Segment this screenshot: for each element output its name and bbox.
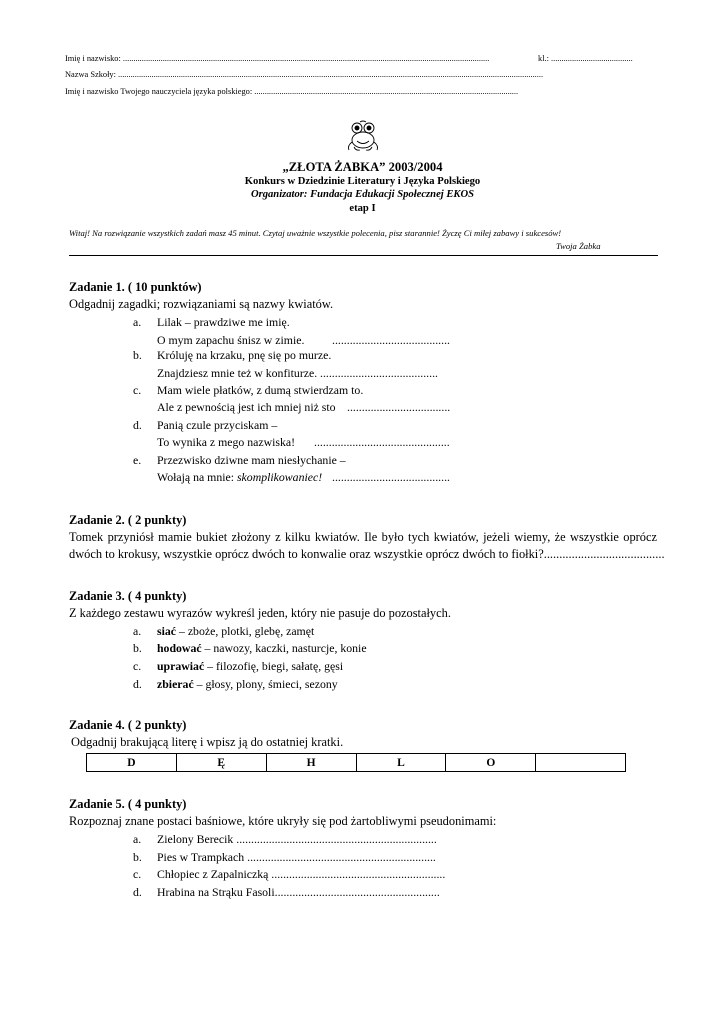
task1-answer-d[interactable]: .............................................. — [314, 435, 450, 449]
task1-item-line1: Króluję na krzaku, pnę się po murze. — [157, 348, 332, 362]
task5-item[interactable]: Zielony Berecik .................................................................... — [157, 832, 437, 846]
signature: Twoja Żabka — [556, 241, 601, 251]
task4-title: Zadanie 4. ( 2 punkty) — [69, 718, 187, 732]
task5-item-letter: c. — [133, 867, 142, 881]
task5-prompt: Rozpoznaj znane postaci baśniowe, które ukryły się pod żartobliwymi pseudonimami: — [69, 814, 497, 828]
contest-title: „ZŁOTA ŻABKA” 2003/2004 — [282, 160, 443, 174]
task3-item[interactable] — [157, 659, 343, 674]
teacher-field[interactable]: Imię i nazwisko Twojego nauczyciela języka polskiego: .............................................................................................................................. — [65, 87, 519, 96]
frog-logo-icon — [344, 120, 382, 152]
task1-item-line2: Znajdziesz mnie też w konfiturze. — [157, 366, 318, 380]
task3-item-verb: zbierać — [157, 677, 194, 691]
task3-item-words: – zboże, plotki, glebę, zamęt — [176, 624, 315, 638]
grid-cell: H — [266, 754, 356, 772]
task1-item-line2: Ale z pewnością jest ich mniej niż sto — [157, 400, 336, 414]
task3-item-words: – filozofię, biegi, sałatę, gęsi — [204, 659, 344, 673]
task1-item-line1: Mam wiele płatków, z dumą stwierdzam to. — [157, 383, 364, 397]
task1-answer-a[interactable]: ........................................ — [332, 333, 450, 347]
task3-item-letter: d. — [133, 677, 142, 691]
task1-item-letter: c. — [133, 383, 142, 397]
task1-item-line2-text: Wołają na mnie: — [157, 470, 237, 484]
class-field[interactable]: kl.: ....................................... — [538, 54, 633, 63]
contest-subtitle: Konkurs w Dziedzinie Literatury i Języka Polskiego — [244, 176, 481, 187]
task5-item-letter: b. — [133, 850, 142, 864]
stage: etap I — [349, 203, 376, 214]
task3-item[interactable] — [157, 677, 338, 692]
task2-line1: Tomek przyniósł mamie bukiet złożony z kilku kwiatów. Ile było tych kwiatów, jeżeli wiemy, że wszystkie oprócz — [69, 530, 657, 544]
grid-cell: O — [446, 754, 536, 772]
task2-line2[interactable]: dwóch to krokusy, wszystkie oprócz dwóch to konwalie oraz wszystkie oprócz dwóch to fiołki?....................................... — [69, 547, 665, 561]
task4-prompt: Odgadnij brakującą literę i wpisz ją do ostatniej kratki. — [71, 735, 344, 749]
school-field[interactable]: Nazwa Szkoły: ........................................................................................................................................................................................................... — [65, 70, 544, 79]
task3-item-verb: uprawiać — [157, 659, 205, 673]
task3-item-verb: siać — [157, 624, 177, 638]
task3-title: Zadanie 3. ( 4 punkty) — [69, 589, 187, 603]
task3-item[interactable] — [157, 641, 367, 656]
name-field[interactable]: Imię i nazwisko: ............................................................................................................................................................................... — [65, 54, 490, 63]
grid-cell: L — [356, 754, 446, 772]
task3-item-words: – głosy, plony, śmieci, sezony — [193, 677, 338, 691]
task1-item-letter: a. — [133, 315, 142, 329]
task1-item-letter: b. — [133, 348, 142, 362]
task3-item-verb: hodować — [157, 641, 202, 655]
task1-item-line1: Panią czule przyciskam – — [157, 418, 278, 432]
task1-item-letter: e. — [133, 453, 142, 467]
task3-item-letter: b. — [133, 641, 142, 655]
task1-title: Zadanie 1. ( 10 punktów) — [69, 280, 202, 294]
task5-item[interactable]: Hrabina na Strąku Fasoli........................................................ — [157, 885, 440, 899]
task1-item-letter: d. — [133, 418, 142, 432]
task1-item-line1: Przezwisko dziwne mam niesłychanie – — [157, 453, 346, 467]
task5-title: Zadanie 5. ( 4 punkty) — [69, 797, 187, 811]
task5-item[interactable]: Chłopiec z Zapalniczką ........................................................... — [157, 867, 446, 881]
task1-answer-c[interactable]: ................................... — [347, 400, 451, 414]
task5-item-letter: a. — [133, 832, 142, 846]
task1-item-line2 — [157, 470, 322, 485]
intro-text: Witaj! Na rozwiązanie wszystkich zadań masz 45 minut. Czytaj uważnie wszystkie polecenia, pisz starannie! Życzę Ci miłej zabawy i sukcesów! — [69, 228, 562, 238]
letter-grid — [86, 753, 626, 772]
task5-item[interactable]: Pies w Trampkach ................................................................ — [157, 850, 436, 864]
task2-title: Zadanie 2. ( 2 punkty) — [69, 513, 187, 527]
task3-item-words: – nawozy, kaczki, nasturcje, konie — [201, 641, 367, 655]
grid-cell: D — [87, 754, 177, 772]
task3-prompt: Z każdego zestawu wyrazów wykreśl jeden, który nie pasuje do pozostałych. — [69, 606, 451, 620]
grid-cell: Ę — [176, 754, 266, 772]
divider — [69, 255, 658, 256]
task1-prompt: Odgadnij zagadki; rozwiązaniami są nazwy kwiatów. — [69, 297, 334, 311]
task1-answer-b[interactable]: ........................................ — [320, 366, 438, 380]
organizer: Organizator: Fundacja Edukacji Społecznej EKOS — [250, 189, 475, 200]
task5-item-letter: d. — [133, 885, 142, 899]
task1-answer-e[interactable]: ........................................ — [332, 470, 450, 484]
task3-item[interactable] — [157, 624, 314, 639]
task1-item-line1: Lilak – prawdziwe me imię. — [157, 315, 290, 329]
task3-item-letter: c. — [133, 659, 142, 673]
task1-item-line2: O mym zapachu śnisz w zimie. — [157, 333, 305, 347]
task1-item-line2: To wynika z mego nazwiska! — [157, 435, 296, 449]
task3-item-letter: a. — [133, 624, 142, 638]
grid-answer-cell[interactable] — [536, 754, 626, 772]
task1-item-line2-italic: skomplikowaniec! — [236, 470, 323, 484]
